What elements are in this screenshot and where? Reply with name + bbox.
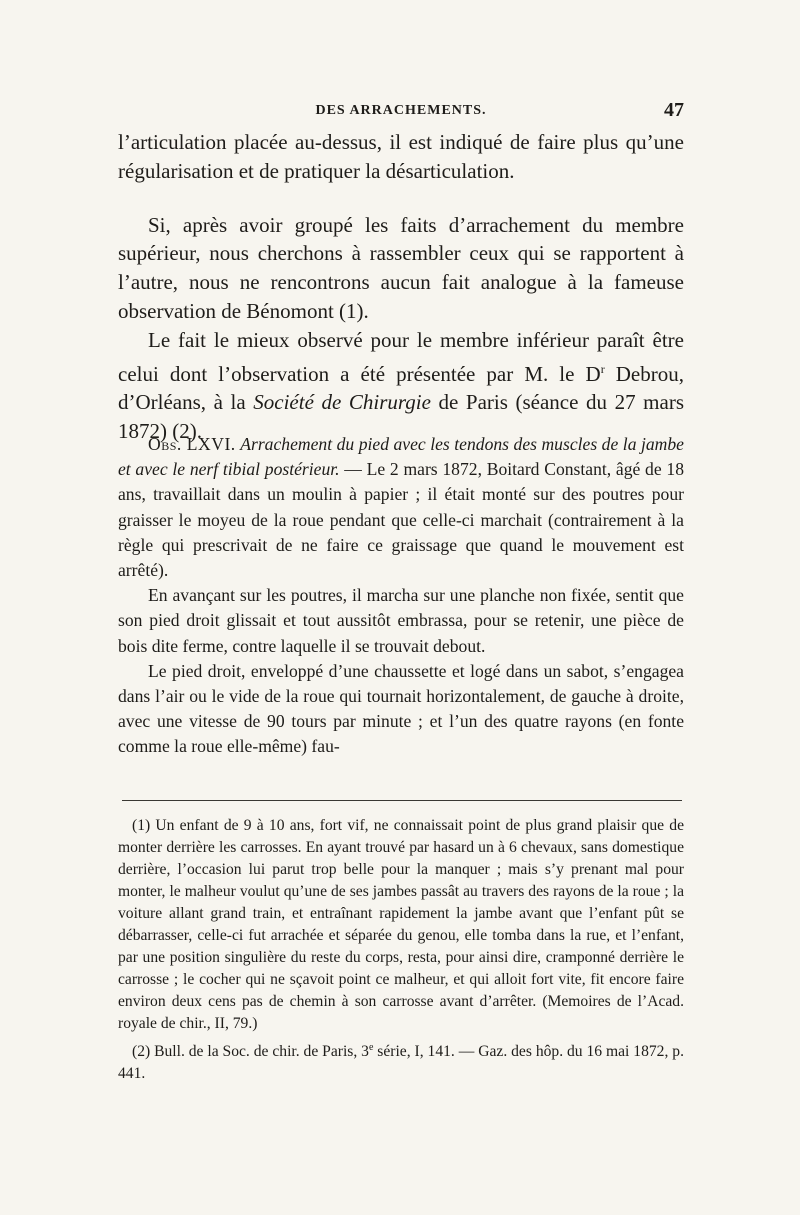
observation-paragraph-2: En avançant sur les poutres, il marcha sur une planche non fixée, sentit que son pied droit glissait et tout aussitôt embrassa, pour se retenir, une pièce de bois dite ferme, contre laquelle il se trouvait debout. [118, 585, 684, 656]
observation-paragraph-3: Le pied droit, enveloppé d’une chaussette et logé dans un sabot, s’engagea dans l’air ou le vide de la roue qui tournait horizontalement, de gauche à droite, avec une vitesse de 90 tours par minute ; et l’un des quatre rayons (en fonte comme la roue elle-même) fau- [118, 660, 684, 757]
observation-paragraph-1 [118, 432, 684, 583]
observation-text-1: — Le 2 mars 1872, Boitard Constant, âgé de 18 ans, travaillait dans un moulin à papier ; il était monté sur des poutres pour graisser le moyeu de la roue pendant que celle-ci marchait (contrairement à la règle qui prescrivait de ne faire ce graissage que quand le mouvement est arrêté). [118, 459, 684, 581]
observation-label: Obs. LXVI. [148, 434, 236, 454]
footnote-rule [122, 800, 682, 801]
paragraph-continuation: l’articulation placée au-dessus, il est indiqué de faire plus qu’une régularisation et de pratiquer la désarticulation. [118, 130, 684, 183]
paragraph-debrou-text-b: Debrou, d’Orléans, à la [118, 361, 684, 415]
footnote-1: (1) Un enfant de 9 à 10 ans, fort vif, ne connaissait point de plus grand plaisir que de monter derrière les carrosses. En ayant trouvé par hasard un à 6 chevaux, sans domestique derrière, l’occasion lui parut trop belle pour la manquer ; mais s’y prenant mal pour monter, le malheur voulut qu’une de ses jambes passât au travers des rayons de la roue ; la voiture allant grand train, et entraînant rapidement la jambe avant que l’enfant pût se débarrasser, celle-ci fut arrachée et séparée du genou, elle tomba dans la rue, et l’enfant, par une position singulière du reste du corps, resta, pour ainsi dire, cramponné derrière le carrosse ; le cocher qui ne sçavoit point ce malheur, et qui alloit fort vite, fit encore faire environ deux cens pas de chemin à son carrosse avant d’arrêter. (Memoires de l’Acad. royale de chir., II, 79.) [118, 817, 684, 1032]
page-number: 47 [664, 99, 684, 121]
paragraph-benomont: Si, après avoir groupé les faits d’arrachement du membre supérieur, nous cherchons à rassembler ceux qui se rapportent à l’autre, nous ne rencontrons aucun fait analogue à la fameuse observation de Bénomont (1). [118, 212, 684, 323]
paragraph-debrou-text-a: Le fait le mieux observé pour le membre inférieur paraît être celui dont l’observation a été présentée par M. le D [118, 327, 684, 386]
running-head [118, 99, 684, 123]
footnote-2-text-b: série, I, 141. — Gaz. des hôp. du 16 mai 1872, p. 441. [118, 1043, 684, 1083]
observation-block [118, 432, 684, 760]
running-title: DES ARRACHEMENTS. [315, 103, 487, 118]
paragraph-debrou-text-c: de Paris (séance du 27 mars 1872) (2). [118, 390, 684, 444]
main-text [118, 128, 684, 446]
footnotes [118, 815, 684, 1085]
paragraph-debrou [118, 326, 684, 446]
footnote-2 [118, 1037, 684, 1085]
observation-title: Arrachement du pied avec les tendons des muscles de la jambe et avec le nerf tibial postérieur. [118, 434, 684, 480]
doctor-superscript: r [600, 361, 605, 376]
series-superscript: e [368, 1042, 374, 1053]
footnote-2-text-a: (2) Bull. de la Soc. de chir. de Paris, 3 [132, 1043, 369, 1061]
society-name: Société de Chirurgie [253, 390, 431, 415]
